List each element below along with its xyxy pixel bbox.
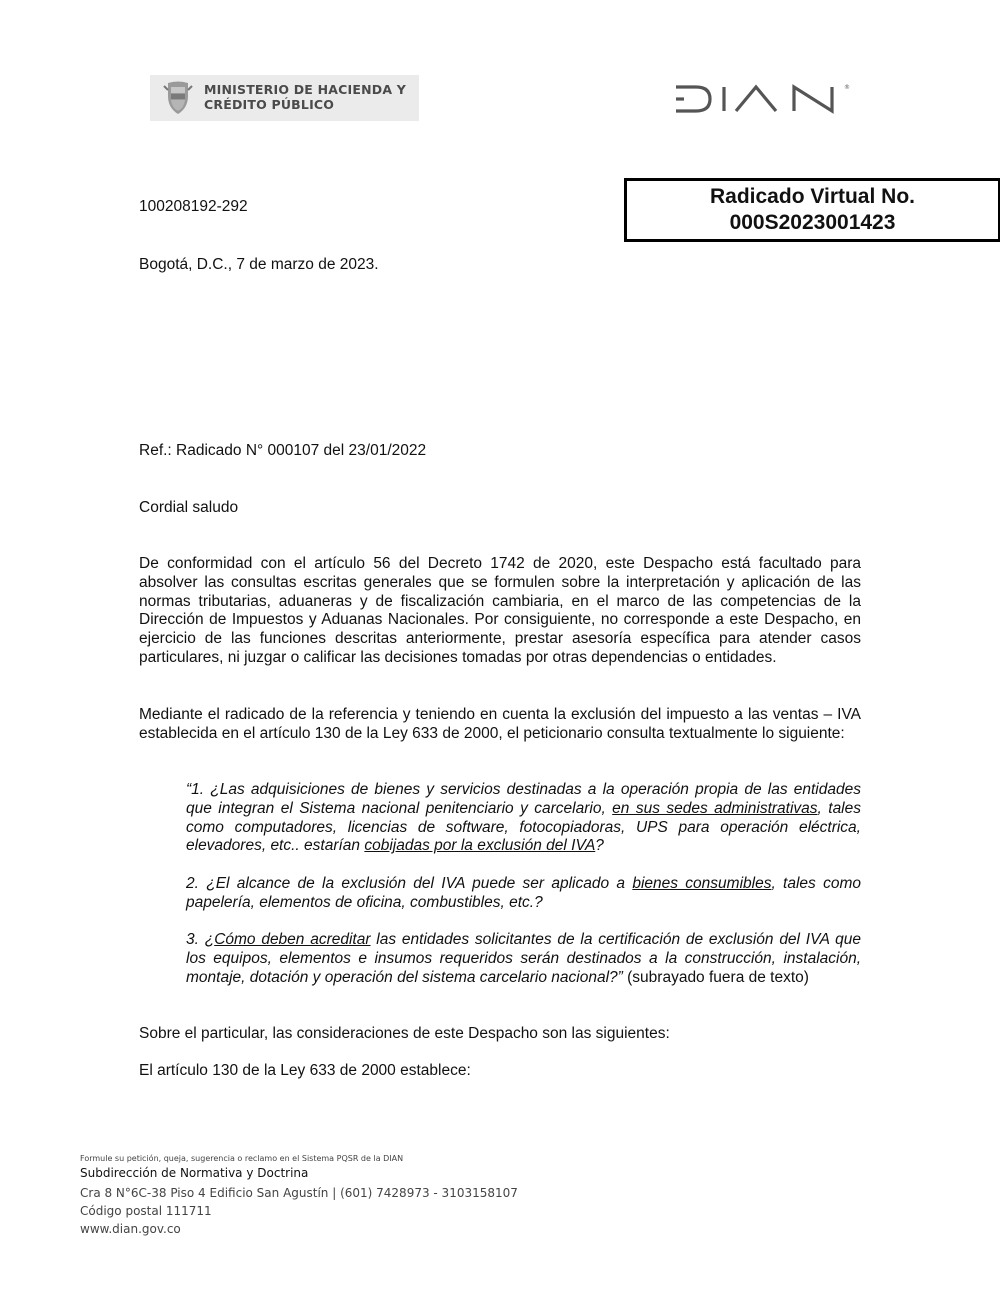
question-1 (186, 781, 861, 856)
footer-pqsr: Formule su petición, queja, sugerencia o reclamo en el Sistema PQSR de la DIAN (80, 1154, 404, 1163)
question-2-text-a: 2. ¿El alcance de la exclusión del IVA puede ser aplicado a (186, 875, 633, 892)
radicado-number: 000S2023001423 (729, 211, 896, 234)
question-3-text-b: las entidades solicitantes de la certificación de exclusión del IVA que los equipos, elementos e insumos requeridos serán destinados a la construcción, instalación, montaje, dotación y operación del sistema carcelario nacional?” (186, 931, 861, 986)
coat-of-arms-icon (160, 80, 196, 116)
paragraph-article: El artículo 130 de la Ley 633 de 2000 establece: (139, 1062, 471, 1079)
reference: Ref.: Radicado N° 000107 del 23/01/2022 (139, 442, 427, 459)
question-3-underline: Cómo deben acreditar (214, 931, 371, 948)
radicado-label: Radicado Virtual No. (710, 185, 915, 208)
question-1-underline-2: cobijadas por la exclusión del IVA (364, 837, 596, 855)
question-1-text-b: , tales como computadores, licencias de software, fotocopiadoras, UPS para operación eléctrica, elevadores, etc.. estarían (186, 799, 861, 855)
ministry-name-line2: CRÉDITO PÚBLICO (204, 96, 335, 112)
question-3-note: (subrayado fuera de texto) (622, 968, 809, 986)
footer-address: Cra 8 N°6C-38 Piso 4 Edificio San Agustín | (601) 7428973 - 3103158107 (80, 1186, 518, 1200)
footer-postal: Código postal 111711 (80, 1204, 212, 1218)
place-date: Bogotá, D.C., 7 de marzo de 2023. (139, 256, 379, 273)
document-code: 100208192-292 (139, 198, 248, 215)
greeting: Cordial saludo (139, 499, 239, 516)
paragraph-considerations: Sobre el particular, las consideraciones de este Despacho son las siguientes: (139, 1025, 670, 1042)
paragraph-request: Mediante el radicado de la referencia y teniendo en cuenta la exclusión del impuesto a las ventas – IVA establecida en el artículo 130 de la Ley 633 de 2000, el peticionario consulta textualmente lo siguiente: (139, 706, 861, 742)
question-1-text-c: ? (595, 837, 604, 855)
ministry-name-line1: MINISTERIO DE HACIENDA Y (204, 82, 407, 97)
dian-logo (674, 82, 852, 116)
footer-office: Subdirección de Normativa y Doctrina (80, 1166, 309, 1180)
question-3-text-a: 3. ¿ (186, 931, 215, 948)
registered-mark: ® (844, 84, 850, 91)
radicado-box (624, 178, 1000, 242)
ministry-logo (150, 75, 419, 121)
footer-website[interactable]: www.dian.gov.co (80, 1222, 181, 1236)
question-2-text-b: , tales como papelería, elementos de oficina, combustibles, etc.? (186, 875, 861, 911)
paragraph-competence: De conformidad con el artículo 56 del Decreto 1742 de 2020, este Despacho está facultado para absolver las consultas escritas generales que se formulen sobre la interpretación y aplicación de las normas tributarias, aduaneras y de fiscalización cambiaria, en el marco de las competencias de la Dirección de Impuestos y Aduanas Nacionales. Por consiguiente, no corresponde a este Despacho, en ejercicio de las funciones descritas anteriormente, prestar asesoría específica para atender casos particulares, ni juzgar o calificar las decisiones tomadas por otras dependencias o entidades. (139, 555, 861, 666)
question-1-text-a: “1. ¿Las adquisiciones de bienes y servicios destinadas a la operación propia de las entidades que integran el Sistema nacional penitenciario y carcelario, (186, 781, 861, 817)
question-3 (186, 931, 861, 987)
question-1-underline-1: en sus sedes administrativas (612, 799, 818, 817)
question-2-underline: bienes consumibles (632, 875, 772, 892)
question-2 (186, 875, 861, 913)
